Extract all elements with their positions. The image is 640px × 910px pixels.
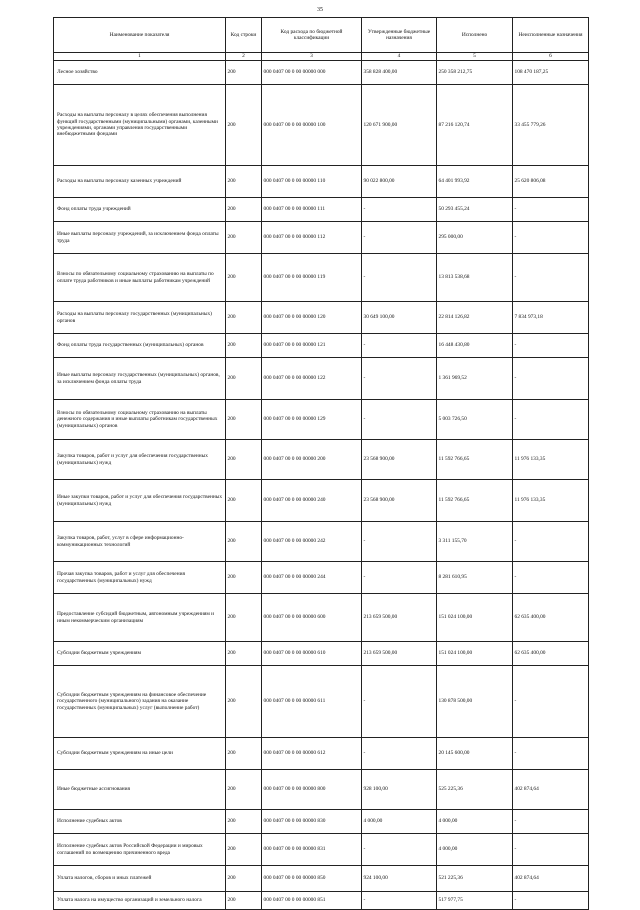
table-row — [54, 302, 589, 334]
cell-line: 200 — [226, 810, 262, 834]
cell-name — [54, 866, 226, 892]
cell-name — [54, 400, 226, 440]
col-number: 2 — [226, 53, 262, 61]
cell-name — [54, 440, 226, 480]
cell-executed: 525 225,36 — [437, 770, 513, 810]
cell-executed: 64 401 993,92 — [437, 166, 513, 198]
cell-code: 000 0407 00 0 00 00000 800 — [262, 770, 362, 810]
cell-unexecuted: 7 834 973,18 — [513, 302, 589, 334]
cell-line: 200 — [226, 222, 262, 254]
cell-name — [54, 254, 226, 302]
table-row — [54, 85, 589, 166]
cell-approved: 358 828 400,00 — [362, 61, 437, 85]
cell-code: 000 0407 00 0 00 00000 830 — [262, 810, 362, 834]
cell-executed: 250 358 212,75 — [437, 61, 513, 85]
row-label: Лесное хозяйство — [57, 69, 98, 76]
row-label: Расходы на выплаты персоналу казенных учреждений — [57, 178, 182, 185]
table-row — [54, 61, 589, 85]
cell-name — [54, 562, 226, 594]
cell-executed: 20 145 600,00 — [437, 738, 513, 770]
cell-code: 000 0407 00 0 00 00000 111 — [262, 198, 362, 222]
cell-executed: 295 000,00 — [437, 222, 513, 254]
cell-unexecuted: - — [513, 198, 589, 222]
table-row — [54, 480, 589, 522]
table-row — [54, 594, 589, 642]
row-label: Расходы на выплаты персоналу в целях обеспечения выполнения функций государственными (муниципальными) органами, казенными учреждениями, органами управления государственными внебюджетными фондами — [57, 112, 218, 138]
cell-approved: 213 659 500,00 — [362, 642, 437, 666]
cell-unexecuted: 33 455 779,26 — [513, 85, 589, 166]
cell-approved: - — [362, 738, 437, 770]
cell-code: 000 0407 00 0 00 00000 112 — [262, 222, 362, 254]
cell-approved: 4 000,00 — [362, 810, 437, 834]
cell-code: 000 0407 00 0 00 00000 850 — [262, 866, 362, 892]
cell-line: 200 — [226, 594, 262, 642]
cell-unexecuted: - — [513, 562, 589, 594]
table-row — [54, 334, 589, 358]
cell-line: 200 — [226, 254, 262, 302]
cell-executed: 4 000,00 — [437, 810, 513, 834]
table-row — [54, 440, 589, 480]
cell-name — [54, 642, 226, 666]
cell-unexecuted: - — [513, 810, 589, 834]
cell-name — [54, 594, 226, 642]
cell-executed: 50 293 455,24 — [437, 198, 513, 222]
cell-executed: 8 281 610,95 — [437, 562, 513, 594]
cell-name — [54, 810, 226, 834]
cell-name — [54, 738, 226, 770]
cell-executed: 11 592 766,65 — [437, 440, 513, 480]
cell-line: 200 — [226, 302, 262, 334]
cell-line: 200 — [226, 61, 262, 85]
cell-unexecuted: 402 874,64 — [513, 770, 589, 810]
cell-line: 200 — [226, 334, 262, 358]
row-label: Фонд оплаты труда государственных (муниципальных) органов — [57, 342, 204, 349]
cell-line: 200 — [226, 400, 262, 440]
cell-approved: 924 100,00 — [362, 866, 437, 892]
row-label: Прочая закупка товаров, работ и услуг для обеспечения государственных (муниципальных) нужд — [57, 571, 185, 584]
cell-unexecuted: - — [513, 892, 589, 910]
cell-executed: 13 813 538,68 — [437, 254, 513, 302]
cell-approved: 928 100,00 — [362, 770, 437, 810]
cell-name — [54, 480, 226, 522]
row-label: Иные бюджетные ассигнования — [57, 786, 130, 793]
table-row — [54, 666, 589, 738]
cell-line: 200 — [226, 198, 262, 222]
table-row — [54, 522, 589, 562]
cell-unexecuted: - — [513, 358, 589, 400]
cell-unexecuted: - — [513, 400, 589, 440]
col-number: 3 — [262, 53, 362, 61]
row-label: Уплата налога на имущество организаций и земельного налога — [57, 897, 202, 904]
table-row — [54, 166, 589, 198]
cell-executed: 5 003 726,50 — [437, 400, 513, 440]
cell-code: 000 0407 00 0 00 00000 129 — [262, 400, 362, 440]
cell-approved: - — [362, 254, 437, 302]
cell-line: 200 — [226, 85, 262, 166]
cell-line: 200 — [226, 666, 262, 738]
table-row — [54, 400, 589, 440]
cell-executed: 517 977,75 — [437, 892, 513, 910]
cell-executed: 130 878 500,00 — [437, 666, 513, 738]
cell-unexecuted: 62 635 400,00 — [513, 594, 589, 642]
cell-approved: - — [362, 562, 437, 594]
row-label: Субсидии бюджетным учреждениям — [57, 650, 141, 657]
cell-code: 000 0407 00 0 00 00000 600 — [262, 594, 362, 642]
column-number-row — [54, 53, 589, 61]
cell-unexecuted: - — [513, 254, 589, 302]
cell-code: 000 0407 00 0 00 00000 610 — [262, 642, 362, 666]
cell-line: 200 — [226, 642, 262, 666]
cell-unexecuted: 25 620 806,08 — [513, 166, 589, 198]
cell-approved: - — [362, 334, 437, 358]
cell-executed: 11 592 766,65 — [437, 480, 513, 522]
col-header-approved: Утвержденные бюджетные назначения — [362, 18, 437, 53]
cell-executed: 16 448 430,80 — [437, 334, 513, 358]
cell-code: 000 0407 00 0 00 00000 200 — [262, 440, 362, 480]
col-number: 6 — [513, 53, 589, 61]
row-label: Уплата налогов, сборов и иных платежей — [57, 875, 152, 882]
row-label: Закупка товаров, работ, услуг в сфере информационно-коммуникационных технологий — [57, 535, 184, 548]
cell-unexecuted: - — [513, 334, 589, 358]
cell-code: 000 0407 00 0 00 00000 100 — [262, 85, 362, 166]
row-label: Иные выплаты персоналу государственных (муниципальных) органов, за исключением фонда оплаты труда — [57, 372, 220, 385]
row-label: Иные выплаты персоналу учреждений, за исключением фонда оплаты труда — [57, 231, 219, 244]
cell-code: 000 0407 00 0 00 00000 612 — [262, 738, 362, 770]
cell-name — [54, 666, 226, 738]
cell-line: 200 — [226, 892, 262, 910]
col-number: 1 — [54, 53, 226, 61]
cell-executed: 22 814 126,82 — [437, 302, 513, 334]
cell-code: 000 0407 00 0 00 00000 831 — [262, 834, 362, 866]
cell-executed: 3 311 155,70 — [437, 522, 513, 562]
cell-name — [54, 222, 226, 254]
cell-name — [54, 522, 226, 562]
cell-approved: 30 649 100,00 — [362, 302, 437, 334]
cell-code: 000 0407 00 0 00 00000 240 — [262, 480, 362, 522]
cell-line: 200 — [226, 738, 262, 770]
cell-code: 000 0407 00 0 00 00000 851 — [262, 892, 362, 910]
cell-executed: 151 024 100,00 — [437, 594, 513, 642]
cell-line: 200 — [226, 358, 262, 400]
cell-unexecuted: - — [513, 666, 589, 738]
cell-approved: 120 671 900,00 — [362, 85, 437, 166]
cell-executed: 521 225,36 — [437, 866, 513, 892]
cell-executed: 151 024 100,00 — [437, 642, 513, 666]
row-label: Закупка товаров, работ и услуг для обеспечения государственных (муниципальных) нужд — [57, 453, 208, 466]
row-label: Субсидии бюджетным учреждениям на финансовое обеспечение государственного (муниципального) задания на оказание государственных (муниципальных) услуг (выполнение работ) — [57, 691, 207, 711]
cell-line: 200 — [226, 522, 262, 562]
table-row — [54, 562, 589, 594]
col-header-unexecuted: Неисполненные назначения — [513, 18, 589, 53]
cell-unexecuted: 402 874,64 — [513, 866, 589, 892]
col-number: 5 — [437, 53, 513, 61]
row-label: Исполнение судебных актов — [57, 818, 122, 825]
cell-name — [54, 302, 226, 334]
cell-approved: - — [362, 834, 437, 866]
row-label: Фонд оплаты труда учреждений — [57, 206, 131, 213]
table-row — [54, 254, 589, 302]
cell-name — [54, 166, 226, 198]
row-label: Предоставление субсидий бюджетным, автономным учреждениям и иным некоммерческим организациям — [57, 611, 215, 624]
cell-line: 200 — [226, 440, 262, 480]
table-row — [54, 892, 589, 910]
cell-unexecuted: - — [513, 522, 589, 562]
table-row — [54, 810, 589, 834]
cell-executed: 1 361 969,52 — [437, 358, 513, 400]
cell-code: 000 0407 00 0 00 00000 242 — [262, 522, 362, 562]
budget-execution-table — [53, 17, 589, 910]
cell-name — [54, 61, 226, 85]
cell-unexecuted: - — [513, 738, 589, 770]
cell-code: 000 0407 00 0 00 00000 000 — [262, 61, 362, 85]
row-label: Субсидии бюджетным учреждениям на иные цели — [57, 750, 173, 757]
row-label: Расходы на выплаты персоналу государственных (муниципальных) органов — [57, 311, 212, 324]
cell-code: 000 0407 00 0 00 00000 244 — [262, 562, 362, 594]
row-label: Взносы по обязательному социальному страхованию на выплаты по оплате труда работников и иные выплаты работникам учреждений — [57, 271, 214, 284]
page-number: 35 — [317, 7, 323, 13]
table-row — [54, 642, 589, 666]
col-header-name: Наименование показателя — [54, 18, 226, 53]
cell-line: 200 — [226, 770, 262, 810]
cell-unexecuted: 11 976 133,35 — [513, 480, 589, 522]
cell-name — [54, 358, 226, 400]
cell-executed: 87 216 120,74 — [437, 85, 513, 166]
cell-approved: - — [362, 666, 437, 738]
cell-name — [54, 334, 226, 358]
col-number: 4 — [362, 53, 437, 61]
table-row — [54, 198, 589, 222]
cell-executed: 4 000,00 — [437, 834, 513, 866]
cell-approved: - — [362, 522, 437, 562]
row-label: Взносы по обязательному социальному страхованию на выплаты денежного содержания и иные выплаты работникам государственных (муниципальных) органов — [57, 409, 218, 429]
cell-line: 200 — [226, 166, 262, 198]
cell-approved: - — [362, 222, 437, 254]
table-body — [54, 61, 589, 910]
header-row — [54, 18, 589, 53]
cell-name — [54, 85, 226, 166]
cell-code: 000 0407 00 0 00 00000 119 — [262, 254, 362, 302]
col-header-executed: Исполнено — [437, 18, 513, 53]
cell-approved: - — [362, 400, 437, 440]
cell-name — [54, 770, 226, 810]
cell-line: 200 — [226, 866, 262, 892]
cell-code: 000 0407 00 0 00 00000 121 — [262, 334, 362, 358]
cell-code: 000 0407 00 0 00 00000 122 — [262, 358, 362, 400]
cell-unexecuted: 108 470 187,25 — [513, 61, 589, 85]
cell-unexecuted: 62 635 400,00 — [513, 642, 589, 666]
cell-code: 000 0407 00 0 00 00000 110 — [262, 166, 362, 198]
table-row — [54, 222, 589, 254]
cell-unexecuted: - — [513, 222, 589, 254]
col-header-code: Код расхода по бюджетной классификации — [262, 18, 362, 53]
cell-approved: - — [362, 198, 437, 222]
cell-line: 200 — [226, 834, 262, 866]
cell-code: 000 0407 00 0 00 00000 611 — [262, 666, 362, 738]
table-row — [54, 738, 589, 770]
cell-unexecuted: 11 976 133,35 — [513, 440, 589, 480]
row-label: Иные закупки товаров, работ и услуг для обеспечения государственных (муниципальных) нужд — [57, 494, 223, 507]
table-row — [54, 866, 589, 892]
cell-unexecuted: - — [513, 834, 589, 866]
cell-approved: - — [362, 892, 437, 910]
table-row — [54, 358, 589, 400]
cell-name — [54, 198, 226, 222]
cell-line: 200 — [226, 480, 262, 522]
cell-line: 200 — [226, 562, 262, 594]
cell-name — [54, 834, 226, 866]
cell-code: 000 0407 00 0 00 00000 120 — [262, 302, 362, 334]
cell-approved: 23 568 900,00 — [362, 440, 437, 480]
table-row — [54, 834, 589, 866]
cell-approved: 23 568 900,00 — [362, 480, 437, 522]
cell-approved: 213 659 500,00 — [362, 594, 437, 642]
cell-approved: 90 022 800,00 — [362, 166, 437, 198]
cell-approved: - — [362, 358, 437, 400]
cell-name — [54, 892, 226, 910]
col-header-line: Код строки — [226, 18, 262, 53]
table-row — [54, 770, 589, 810]
row-label: Исполнение судебных актов Российской Федерации и мировых соглашений по возмещению причиненного вреда — [57, 843, 203, 856]
